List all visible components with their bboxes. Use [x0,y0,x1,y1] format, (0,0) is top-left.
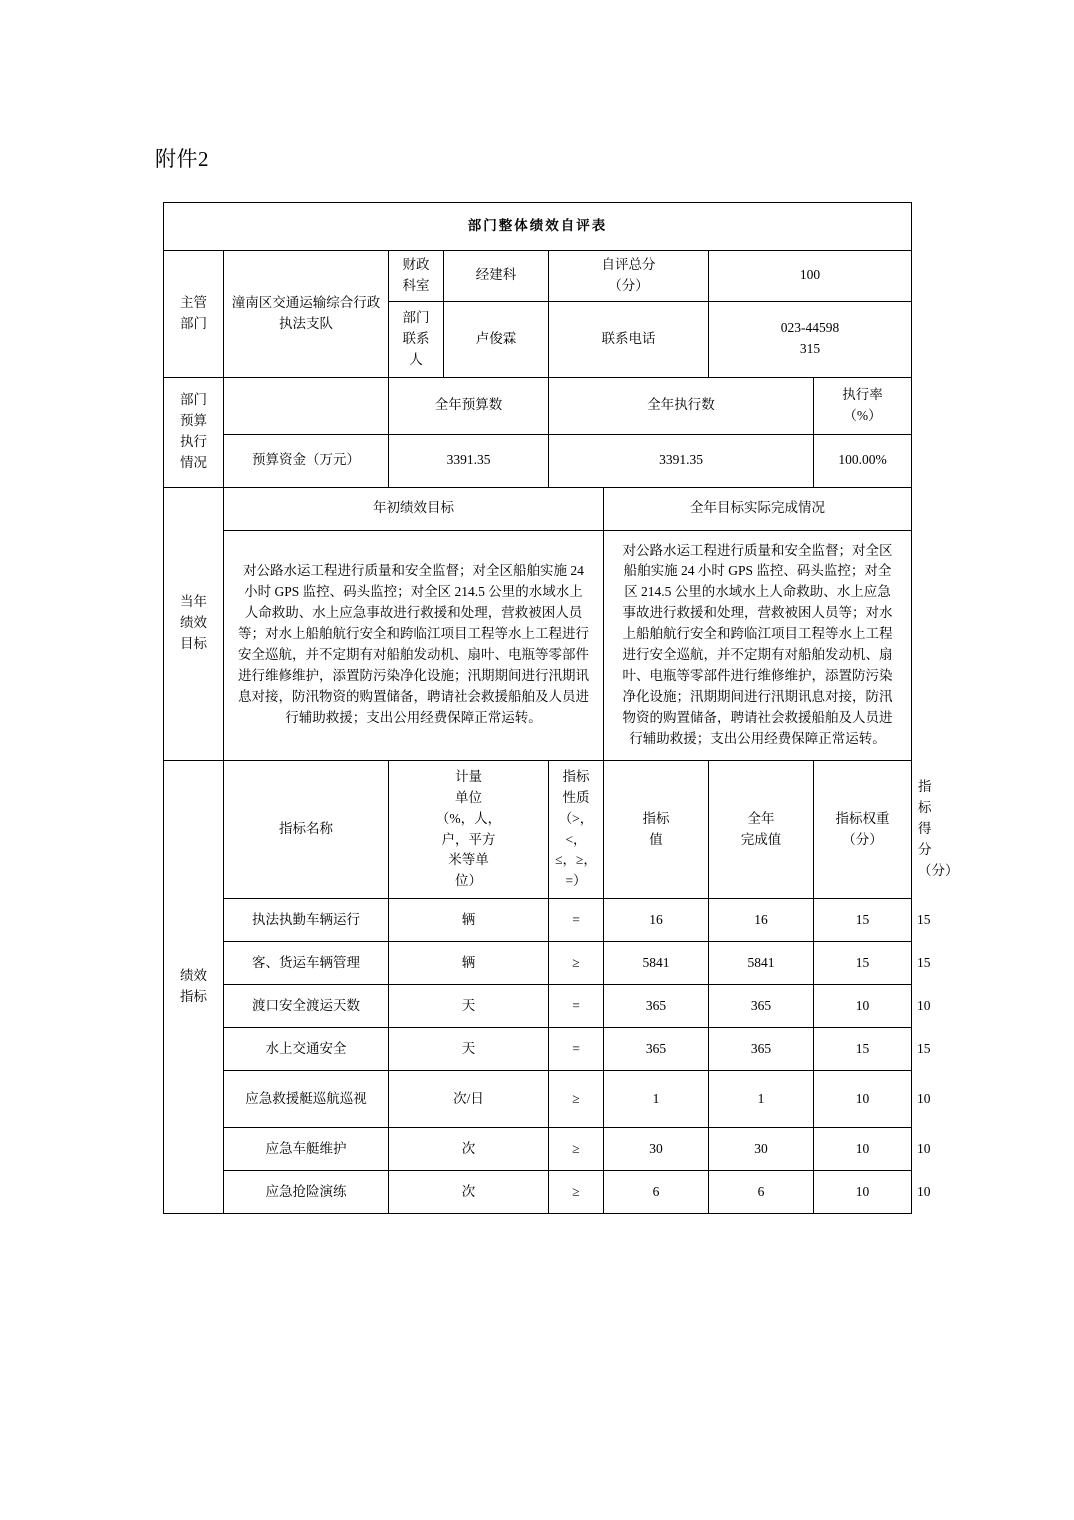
budget-col-header-executed: 全年执行数 [549,377,814,434]
indicators-section-label [164,760,224,1214]
budget-blank-cell [224,377,389,434]
indicator-actual: 16 [709,899,814,942]
goals-col-header-actual: 全年目标实际完成情况 [604,487,912,530]
indicator-value: 1 [604,1071,709,1128]
goals-label-line2: 绩效 [180,615,207,631]
indicator-header-value [604,760,709,899]
indicator-nature: ≥ [549,1071,604,1128]
table-row: 应急救援艇巡航巡视 次/日 ≥ 1 1 10 10 [164,1071,912,1128]
indicator-actual: 5841 [709,942,814,985]
finance-section-value: 经建科 [444,250,549,301]
table-row: 应急抢险演练 次 ≥ 6 6 10 10 [164,1171,912,1214]
execution-rate: 100.00% [814,434,912,487]
budget-row-label: 预算资金（万元） [224,434,389,487]
indicator-unit: 辆 [389,899,549,942]
indicator-header-name: 指标名称 [224,760,389,899]
phone-value-line1: 023-44598 [780,320,840,336]
budget-col-header-budget: 全年预算数 [389,377,549,434]
dept-label-line2: 部门 [180,315,207,331]
indicator-weight: 15 [814,1028,912,1071]
unit-header-line6: 位） [455,873,482,889]
contact-label-line1: 部门 [402,309,430,325]
finance-section-label-line1: 财政 [402,256,430,272]
indicator-header-actual [709,760,814,899]
actual-header-line1: 全年 [747,810,775,826]
contact-label-line2: 联系 [402,330,430,346]
self-score-label-line2: （分） [608,277,649,293]
self-score-label [549,250,709,301]
phone-value-line2: 315 [799,341,821,357]
finance-section-label [389,250,444,301]
indicator-value: 5841 [604,942,709,985]
unit-header-line2: 单位 [455,789,482,805]
budget-amount: 3391.35 [389,434,549,487]
executed-amount: 3391.35 [549,434,814,487]
indicator-name: 客、货运车辆管理 [224,942,389,985]
indicator-weight: 15 [814,899,912,942]
budget-section-label [164,377,224,487]
indicator-header-nature [549,760,604,899]
contact-label-line3: 人 [409,351,423,367]
page-title: 部门整体绩效自评表 [164,203,912,251]
table-row: 应急车艇维护 次 ≥ 30 30 10 10 [164,1128,912,1171]
indicator-actual: 365 [709,985,814,1028]
budget-col-header-rate [814,377,912,434]
indicator-weight: 10 [814,1071,912,1128]
nature-header-line3: （>，<， [558,810,594,847]
indicator-actual: 1 [709,1071,814,1128]
self-score-value: 100 [709,250,912,301]
indicator-actual: 30 [709,1128,814,1171]
indicator-weight: 15 [814,942,912,985]
indicator-unit: 次 [389,1128,549,1171]
table-row: 客、货运车辆管理 辆 ≥ 5841 5841 15 15 [164,942,912,985]
indicator-nature: = [549,899,604,942]
actual-header-line2: 完成值 [740,831,782,847]
contact-person-name: 卢俊霖 [444,301,549,377]
weight-header-line2: （分） [842,831,883,847]
value-header-line1: 指标 [642,810,670,826]
indicator-name: 水上交通安全 [224,1028,389,1071]
budget-label-line3: 执行 [180,434,207,450]
attachment-label: 附件2 [155,147,209,171]
indicator-nature: = [549,985,604,1028]
goals-col-header-initial: 年初绩效目标 [224,487,604,530]
indicator-name: 应急抢险演练 [224,1171,389,1214]
actual-completion-text: 对公路水运工程进行质量和安全监督；对全区船舶实施 24 小时 GPS 监控、码头监控；对全区 214.5 公里的水域水上人命救助、水上应急事故进行救援和处理，营救被困人员等；对水上船舶航行安全和跨临江项目工程等水上工程进行安全巡航，并不定期有对船舶发动机、扇叶、电瓶等零部件进行维修维护，添置防污染净化设施；汛期期间进行汛期讯息对接，防汛物资的购置储备，聘请社会救援船舶及人员进行辅助救援；支出公用经费保障正常运转。 [604,530,912,760]
weight-header-line1: 指标权重 [835,810,890,826]
indicator-nature: ≥ [549,942,604,985]
goals-label-line3: 目标 [180,636,207,652]
indicator-name: 应急救援艇巡航巡视 [224,1071,389,1128]
indicator-value: 6 [604,1171,709,1214]
phone-value [709,301,912,377]
indicators-label-line1: 绩效 [180,968,207,984]
goals-section-label [164,487,224,760]
nature-header-line1: 指标 [562,768,590,784]
performance-self-evaluation-table: 部门整体绩效自评表 主管 部门 潼南区交通运输综合行政执法支队 财政 科室 经建科 自评总分 （分） 100 部门 联系 人 卢俊霖 联系电话 023-44598 315 部门 预算 执行 情况 全年预算数 全年执行数 执行率 （%） 预算资金（万元） 3391.35 3391.35 100.00% 当年 绩效 目标 年初绩效目标 全年目标实际完成情况 对公路水运工程进行质量和安全监督；对全区船舶实施 24 小时 GPS 监控、码头监控；对全区 214.5 公里的水域水上人命救助、水上应急事故进行救援和处理，营救被困人员等；对水上船舶航行安全和跨临江项目工程等水上工程进行安全巡航，并不定期有对船舶发动机、扇叶、电瓶等零部件进行维修维护，添置防污染净化设施；汛期期间进行汛期讯息对接，防汛物资的购置储备，聘请社会救援船舶及人员进行辅助救援；支出公用经费保障正常运转。 对公路水运工程进行质量和安全监督；对全区船舶实施 24 小时 GPS 监控、码头监控；对全区 214.5 公里的水域水上人命救助、水上应急事故进行救援和处理，营救被困人员等；对水上船舶航行安全和跨临江项目工程等水上工程进行安全巡航，并不定期有对船舶发动机、扇叶、电瓶等零部件进行维修维护，添置防污染净化设施；汛期期间进行汛期讯息对接，防汛物资的购置储备，聘请社会救援船舶及人员进行辅助救援；支出公用经费保障正常运转。 绩效 指标 指标名称 计量 单位 （%，人， 户，平方 米等单 位） 指标 性质 （>，<， ≤，≥，=） 指标 值 全年 完成值 指标权重 （分） 指标得分 （分） 执法执勤车辆运行 辆 = 16 16 15 15 客、货运车辆管理 辆 ≥ 5841 5841 15 15 渡口安全渡运天数 天 = 365 365 10 10 水上交通安全 天 = 365 365 15 15 应急救援艇巡航巡视 次/日 ≥ 1 1 10 10 应急车艇维护 次 ≥ 30 30 10 10 应急抢险演练 次 ≥ 6 6 10 10 [163,202,912,1214]
indicator-weight: 10 [814,1171,912,1214]
table-row: 渡口安全渡运天数 天 = 365 365 10 10 [164,985,912,1028]
budget-label-line2: 预算 [180,413,207,429]
nature-header-line2: 性质 [562,789,590,805]
indicator-header-unit [389,760,549,899]
rate-header-line1: 执行率 [842,386,883,402]
indicator-unit: 次 [389,1171,549,1214]
self-score-label-line1: 自评总分 [601,256,656,272]
indicator-actual: 6 [709,1171,814,1214]
indicator-unit: 天 [389,1028,549,1071]
indicator-weight: 10 [814,1128,912,1171]
indicator-name: 渡口安全渡运天数 [224,985,389,1028]
value-header-line2: 值 [649,831,663,847]
dept-label-line1: 主管 [180,294,207,310]
indicator-nature: ≥ [549,1128,604,1171]
budget-label-line1: 部门 [180,392,207,408]
indicator-weight: 10 [814,985,912,1028]
dept-name: 潼南区交通运输综合行政执法支队 [224,250,389,377]
budget-label-line4: 情况 [180,454,207,470]
indicator-unit: 天 [389,985,549,1028]
dept-label [164,250,224,377]
initial-goal-text: 对公路水运工程进行质量和安全监督；对全区船舶实施 24 小时 GPS 监控、码头监控；对全区 214.5 公里的水域水上人命救助、水上应急事故进行救援和处理，营救被困人员等；对水上船舶航行安全和跨临江项目工程等水上工程进行安全巡航，并不定期有对船舶发动机、扇叶、电瓶等零部件进行维修维护，添置防污染净化设施；汛期期间进行汛期讯息对接，防汛物资的购置储备，聘请社会救援船舶及人员进行辅助救援；支出公用经费保障正常运转。 [224,530,604,760]
indicator-name: 执法执勤车辆运行 [224,899,389,942]
indicator-value: 365 [604,985,709,1028]
phone-label: 联系电话 [549,301,709,377]
rate-header-line2: （%） [843,407,882,423]
contact-person-label [389,301,444,377]
indicators-label-line2: 指标 [180,989,207,1005]
goals-label-line1: 当年 [180,594,207,610]
unit-header-line4: 户，平方 [441,831,496,847]
finance-section-label-line2: 科室 [402,277,430,293]
indicator-value: 16 [604,899,709,942]
indicator-name: 应急车艇维护 [224,1128,389,1171]
unit-header-line1: 计量 [455,768,482,784]
indicator-unit: 辆 [389,942,549,985]
indicator-header-weight [814,760,912,899]
indicator-nature: ≥ [549,1171,604,1214]
indicator-unit: 次/日 [389,1071,549,1128]
indicator-nature: = [549,1028,604,1071]
table-row: 水上交通安全 天 = 365 365 15 15 [164,1028,912,1071]
indicator-value: 30 [604,1128,709,1171]
indicator-actual: 365 [709,1028,814,1071]
unit-header-line5: 米等单 [448,852,489,868]
indicator-value: 365 [604,1028,709,1071]
nature-header-line4: ≤，≥，=） [555,852,597,889]
unit-header-line3: （%，人， [435,810,502,826]
table-row: 执法执勤车辆运行 辆 = 16 16 15 15 [164,899,912,942]
